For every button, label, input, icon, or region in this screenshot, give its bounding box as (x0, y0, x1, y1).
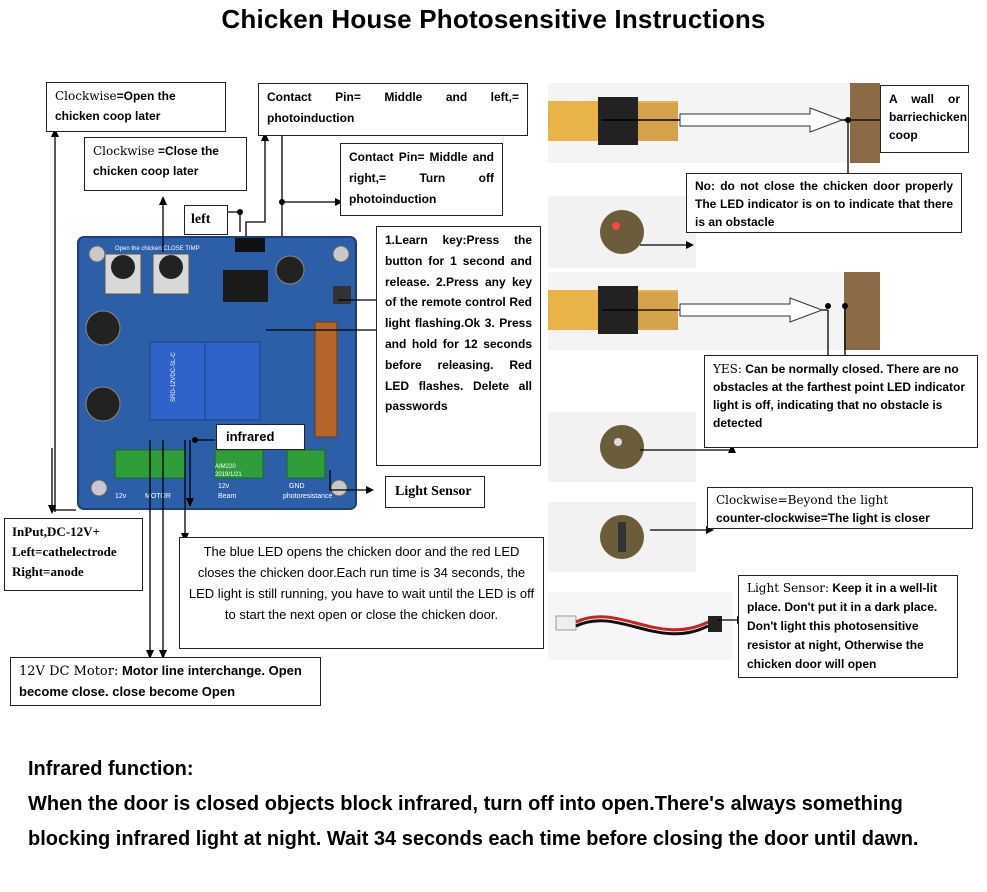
callout-contact-right (340, 143, 503, 216)
callout-contact-left (258, 83, 528, 136)
sensor-led-photo-1 (548, 196, 696, 268)
infrared-function-section (28, 752, 968, 857)
callout-motor (10, 657, 321, 706)
callout-text: Contact Pin= Middle and left,= photoinduction (267, 90, 519, 125)
clockwise-light-line-2: counter-clockwise=The light is closer (716, 511, 930, 525)
terminal-label-gnd: GND (289, 483, 305, 490)
callout-prefix: Clockwise (93, 144, 155, 158)
terminal-label-12v-beam: 12v (218, 483, 230, 490)
callout-clockwise-open (46, 82, 226, 132)
callout-prefix: YES: (713, 362, 742, 376)
callout-infrared (216, 424, 305, 450)
callout-prefix: Light Sensor: (747, 581, 830, 595)
sensor-beam-photo-2 (548, 272, 880, 350)
sensor-beam-photo-1 (548, 83, 880, 163)
board-silk-top: Open the chicken CLOSE TIMP (115, 246, 200, 252)
callout-text: =Open the chicken coop later (55, 89, 176, 123)
callout-clockwise-close (84, 137, 247, 191)
callout-text: Keep it in a well-lit place. Don't put it in a dark place. Don't light this photosensitive resistor at night, Otherwise the chicken door will open (747, 581, 938, 671)
infrared-function-body: When the door is closed objects block infrared, turn off into open.There's always something blocking infrared light at night. Wait 34 seconds each time before closing the door until dawn. (28, 793, 919, 850)
terminal-label-motor: MOTOR (145, 493, 171, 500)
callout-text: Contact Pin= Middle and right,= Turn off photoinduction (349, 150, 494, 206)
callout-text: infrared (226, 429, 275, 444)
terminal-label-beam: Beam (218, 493, 237, 500)
callout-light-sensor (385, 476, 485, 508)
callout-text: The blue LED opens the chicken door and the red LED closes the chicken door.Each run time is 34 seconds, the LED light is still running, you have to wait until the LED is off to start the next open or close the chicken door. (188, 544, 535, 622)
terminal-label-12v: 12v (115, 493, 127, 500)
page-title: Chicken House Photosensitive Instructions (221, 4, 766, 34)
light-sensor-cable-photo (548, 592, 733, 660)
callout-text: Light Sensor (395, 484, 472, 499)
board-date: 2019/1/21 (215, 472, 242, 478)
controller-board-photo (75, 232, 360, 514)
input-line-3: Right=anode (12, 564, 84, 579)
input-line-2: Left=cathelectrode (12, 544, 117, 559)
callout-text: A wall or barriechicken coop (889, 92, 968, 142)
callout-text: Motor line interchange. Open become close. close become Open (19, 663, 302, 699)
callout-wall (880, 85, 969, 153)
callout-light-sensor-note (738, 575, 958, 678)
sensor-knob-photo (548, 502, 696, 572)
infrared-function-heading: Infrared function: (28, 758, 194, 780)
callout-text: left (191, 212, 211, 227)
callout-led-info (179, 537, 544, 649)
callout-text: Can be normally closed. There are no obstacles at the farthest point LED indicator light is off, indicating that no obstacle is detected (713, 362, 966, 430)
callout-prefix: 12V DC Motor: (19, 664, 119, 679)
callout-text: No: do not close the chicken door properly The LED indicator is on to indicate that there is an obstacle (695, 179, 953, 229)
board-model: AIM220 (215, 464, 236, 470)
callout-learn-key (376, 226, 541, 466)
clockwise-light-line-1: Clockwise=Beyond the light (716, 493, 889, 507)
callout-text: 1.Learn key:Press the button for 1 second and release. 2.Press any key of the remote control Red light flashing.Ok 3. Press and hold for 12 seconds before releasing. Red LED flashes. Delete all passwords (385, 233, 532, 414)
callout-text: =Close the chicken coop later (93, 144, 219, 178)
callout-clockwise-light (707, 487, 973, 529)
callout-input (4, 518, 143, 591)
callout-left (184, 205, 228, 235)
relay-label: SRD-12VDC-SL-C (171, 352, 177, 402)
callout-prefix: Clockwise (55, 89, 117, 103)
terminal-label-photoresistance: photoresistance (283, 493, 333, 500)
sensor-led-photo-2 (548, 412, 696, 482)
callout-yes (704, 355, 978, 448)
callout-no (686, 173, 962, 233)
input-line-1: InPut,DC-12V+ (12, 524, 100, 539)
